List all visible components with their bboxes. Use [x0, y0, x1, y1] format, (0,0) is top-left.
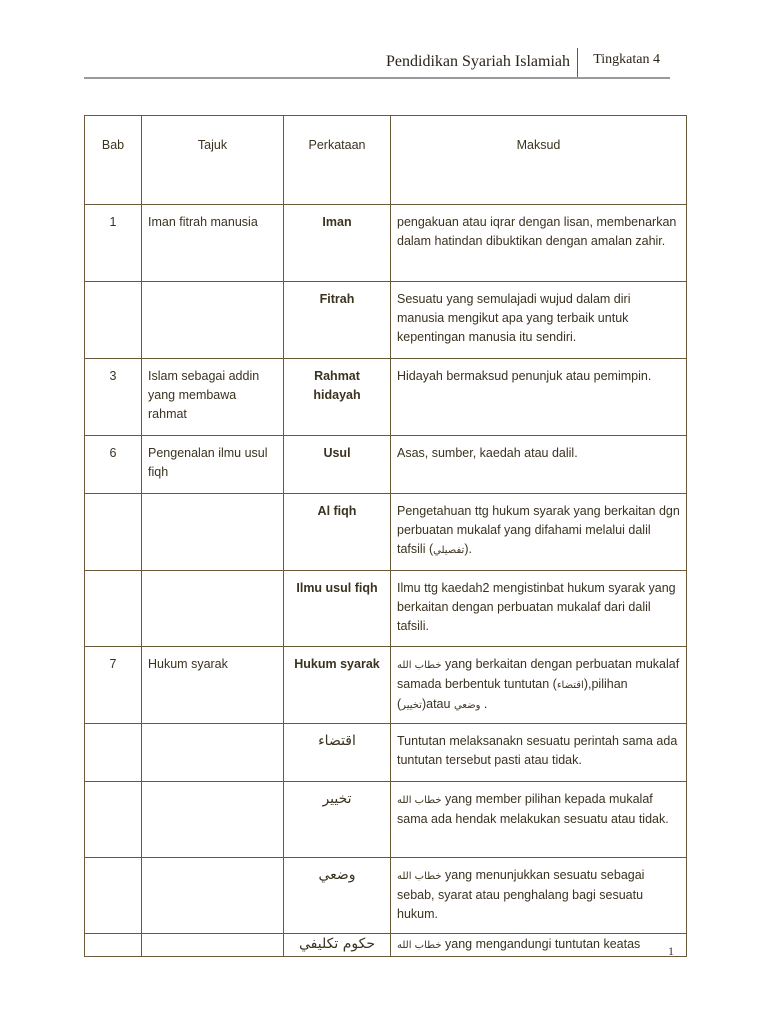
maksud-text: ),pilihan (: [397, 677, 628, 711]
cell-tajuk: [142, 858, 284, 934]
table-row: [85, 724, 687, 782]
cell-bab: [85, 858, 142, 934]
cell-bab: 6: [85, 436, 142, 494]
cell-tajuk: [142, 571, 284, 647]
table-row: [85, 571, 687, 647]
cell-tajuk: [142, 934, 284, 957]
cell-maksud: Hidayah bermaksud penunjuk atau pemimpin.: [391, 359, 687, 436]
glossary-table: [84, 115, 687, 957]
cell-bab: [85, 494, 142, 571]
cell-perkataan: اقتضاء: [284, 724, 391, 782]
maksud-text: yang member pilihan kepada mukalaf sama ada hendak melakukan sesuatu atau tidak.: [397, 792, 669, 826]
cell-bab: [85, 934, 142, 957]
cell-bab: [85, 782, 142, 858]
table-row: [85, 359, 687, 436]
cell-perkataan: Hukum syarak: [284, 647, 391, 724]
page-number: 1: [668, 944, 674, 958]
header-tajuk: Tajuk: [142, 116, 284, 205]
document-title: Pendidikan Syariah Islamiah: [386, 53, 570, 70]
cell-tajuk: [142, 282, 284, 359]
maksud-text: Pengetahuan ttg hukum syarak yang berkaitan dgn perbuatan mukalaf yang difahami melalui dalil tafsili (: [397, 504, 680, 556]
cell-maksud: Asas, sumber, kaedah atau dalil.: [391, 436, 687, 494]
cell-maksud: Ilmu ttg kaedah2 mengistinbat hukum syarak yang berkaitan dengan perbuatan mukalaf dari dalil tafsili.: [391, 571, 687, 647]
cell-tajuk: Iman fitrah manusia: [142, 205, 284, 282]
table-row: [85, 934, 687, 957]
maksud-text: .: [480, 697, 488, 711]
table-header-row: [85, 116, 687, 205]
cell-perkataan: تخيير: [284, 782, 391, 858]
form-level: Tingkatan 4: [593, 52, 660, 67]
table-row: [85, 782, 687, 858]
arabic-term: تخيير: [401, 700, 422, 711]
cell-perkataan: Rahmat hidayah: [284, 359, 391, 436]
cell-perkataan: حكوم تكليفي: [284, 934, 391, 957]
cell-tajuk: [142, 494, 284, 571]
maksud-text: yang mengandungi tuntutan keatas: [441, 937, 641, 951]
cell-maksud: [391, 934, 687, 957]
cell-maksud: [391, 782, 687, 858]
cell-tajuk: Pengenalan ilmu usul fiqh: [142, 436, 284, 494]
cell-perkataan: Iman: [284, 205, 391, 282]
table-row: [85, 858, 687, 934]
table-row: [85, 647, 687, 724]
cell-maksud: [391, 647, 687, 724]
cell-bab: 3: [85, 359, 142, 436]
cell-tajuk: Islam sebagai addin yang membawa rahmat: [142, 359, 284, 436]
table-row: [85, 205, 687, 282]
cell-perkataan: Ilmu usul fiqh: [284, 571, 391, 647]
cell-maksud: Tuntutan melaksanakn sesuatu perintah sama ada tuntutan tersebut pasti atau tidak.: [391, 724, 687, 782]
cell-maksud: [391, 858, 687, 934]
cell-bab: [85, 282, 142, 359]
header-bab: Bab: [85, 116, 142, 205]
cell-bab: 7: [85, 647, 142, 724]
cell-bab: [85, 571, 142, 647]
cell-maksud: [391, 494, 687, 571]
cell-tajuk: [142, 724, 284, 782]
cell-tajuk: Hukum syarak: [142, 647, 284, 724]
cell-maksud: pengakuan atau iqrar dengan lisan, membenarkan dalam hatindan dibuktikan dengan amalan zahir.: [391, 205, 687, 282]
table-row: [85, 436, 687, 494]
header-rule: [84, 77, 670, 79]
page-header: [84, 48, 670, 78]
cell-maksud: Sesuatu yang semulajadi wujud dalam diri manusia mengikut apa yang terbaik untuk kepentingan manusia itu sendiri.: [391, 282, 687, 359]
table-row: [85, 494, 687, 571]
arabic-term: خطاب الله: [397, 871, 442, 882]
cell-perkataan: Fitrah: [284, 282, 391, 359]
arabic-term: تفصيلي: [433, 545, 465, 556]
header-divider: [577, 48, 578, 78]
cell-perkataan: وضعي: [284, 858, 391, 934]
cell-tajuk: [142, 782, 284, 858]
arabic-term: اقتضاء: [556, 680, 584, 691]
cell-bab: 1: [85, 205, 142, 282]
header-perkataan: Perkataan: [284, 116, 391, 205]
cell-perkataan: Usul: [284, 436, 391, 494]
header-maksud: Maksud: [391, 116, 687, 205]
arabic-term: خطاب الله: [397, 940, 442, 951]
table-row: [85, 282, 687, 359]
arabic-term: وضعي: [453, 700, 481, 711]
arabic-term: خطاب الله: [397, 660, 442, 671]
arabic-term: خطاب الله: [397, 795, 442, 806]
maksud-text: yang menunjukkan sesuatu sebagai sebab, syarat atau penghalang bagi sesuatu hukum.: [397, 868, 645, 921]
maksud-text: ).: [464, 542, 472, 556]
maksud-text: yang berkaitan dengan perbuatan mukalaf samada berbentuk tuntutan (: [397, 657, 680, 691]
maksud-text: )atau: [421, 697, 454, 711]
cell-bab: [85, 724, 142, 782]
cell-perkataan: Al fiqh: [284, 494, 391, 571]
